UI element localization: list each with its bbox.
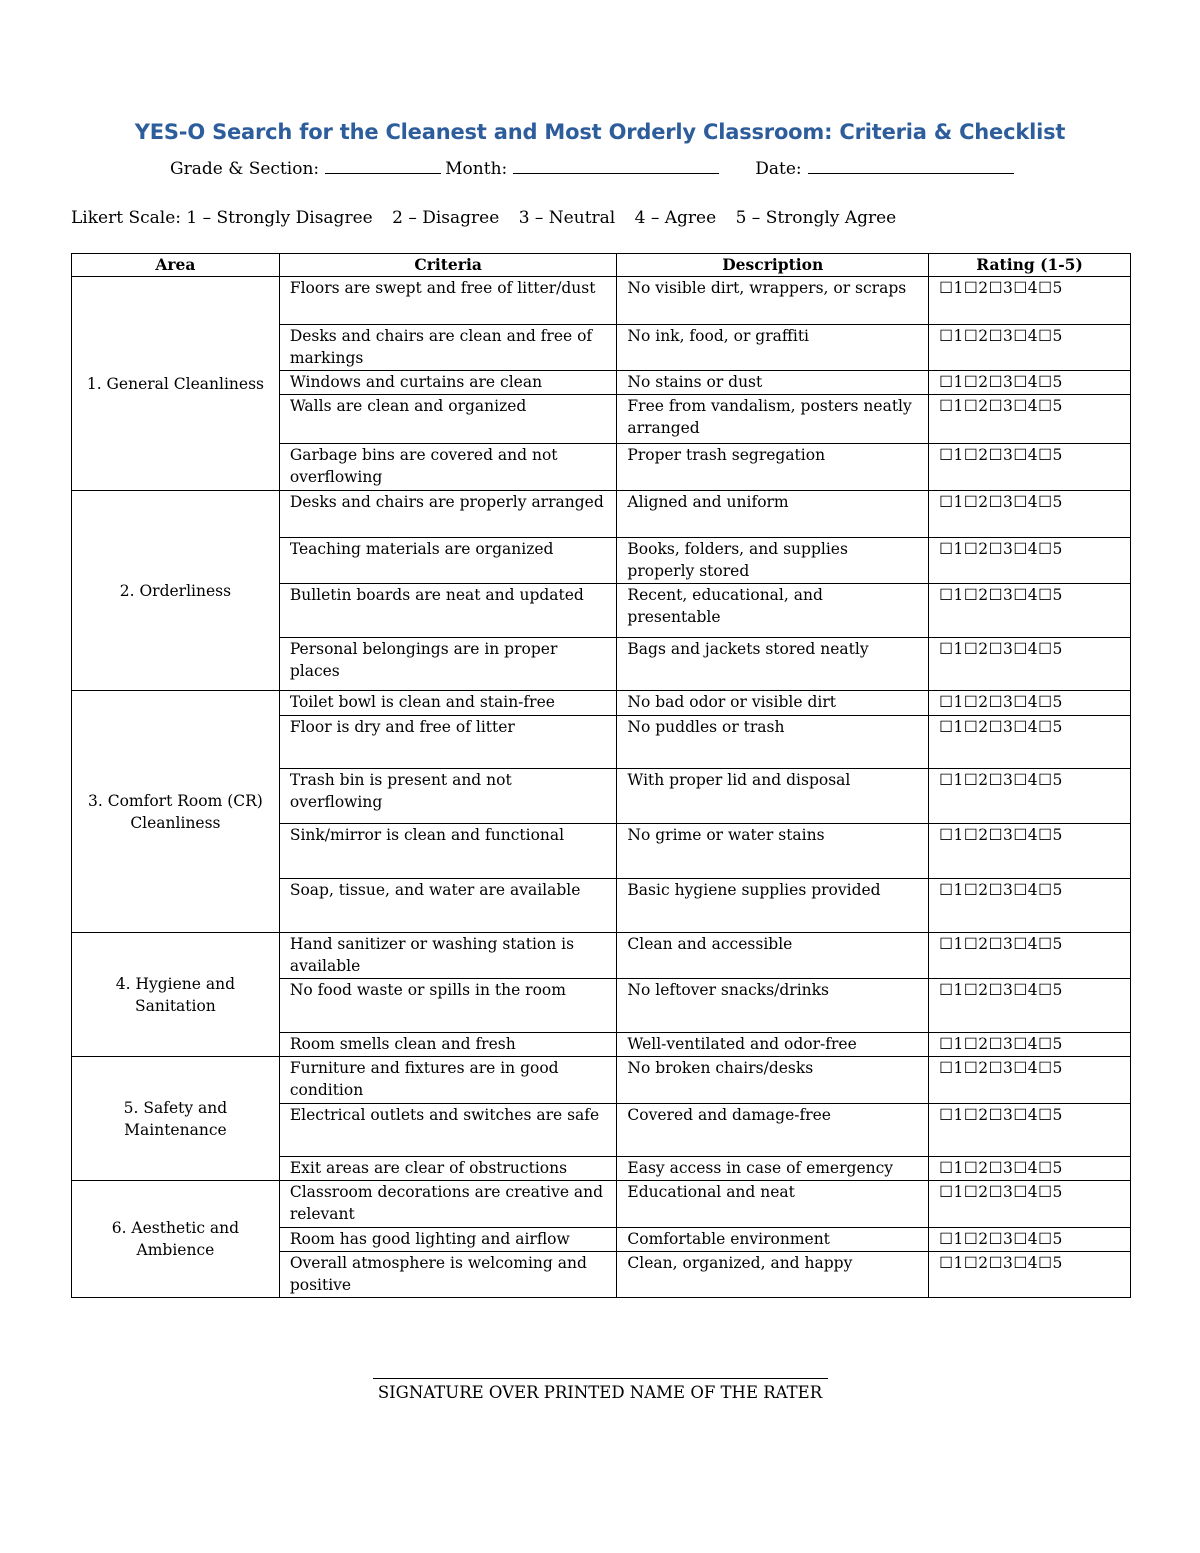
- description-cell: Bags and jackets stored neatly: [617, 638, 929, 691]
- criteria-cell: Desks and chairs are clean and free of markings: [279, 325, 617, 371]
- criteria-cell: Room has good lighting and airflow: [279, 1228, 617, 1252]
- signature-line[interactable]: [373, 1378, 828, 1379]
- rating-checkboxes[interactable]: ☐1☐2☐3☐4☐5: [929, 824, 1131, 879]
- description-cell: No bad odor or visible dirt: [617, 691, 929, 716]
- likert-label: Likert Scale:: [71, 208, 181, 228]
- criteria-cell: Classroom decorations are creative and relevant: [279, 1181, 617, 1228]
- rating-checkboxes[interactable]: ☐1☐2☐3☐4☐5: [929, 979, 1131, 1033]
- signature-caption: SIGNATURE OVER PRINTED NAME OF THE RATER: [377, 1383, 823, 1402]
- criteria-cell: Furniture and fixtures are in good condition: [279, 1057, 617, 1104]
- area-cell: 3. Comfort Room (CR) Cleanliness: [72, 691, 280, 933]
- rating-checkboxes[interactable]: ☐1☐2☐3☐4☐5: [929, 716, 1131, 769]
- criteria-cell: Bulletin boards are neat and updated: [279, 584, 617, 638]
- description-cell: No visible dirt, wrappers, or scraps: [617, 277, 929, 325]
- rating-checkboxes[interactable]: ☐1☐2☐3☐4☐5: [929, 1252, 1131, 1298]
- area-cell: 5. Safety and Maintenance: [72, 1057, 280, 1181]
- criteria-cell: Garbage bins are covered and not overflowing: [279, 444, 617, 491]
- month-label: Month:: [445, 159, 508, 179]
- table-row: [72, 491, 1131, 538]
- description-cell: Proper trash segregation: [617, 444, 929, 491]
- criteria-cell: Soap, tissue, and water are available: [279, 879, 617, 933]
- rating-checkboxes[interactable]: ☐1☐2☐3☐4☐5: [929, 325, 1131, 371]
- header-area: Area: [72, 254, 280, 277]
- description-cell: No puddles or trash: [617, 716, 929, 769]
- description-cell: Easy access in case of emergency: [617, 1157, 929, 1181]
- criteria-cell: Trash bin is present and not overflowing: [279, 769, 617, 824]
- header-fields: [170, 159, 1018, 179]
- description-cell: Recent, educational, and presentable: [617, 584, 929, 638]
- checklist-body: [72, 277, 1131, 1298]
- criteria-cell: Electrical outlets and switches are safe: [279, 1104, 617, 1157]
- criteria-cell: Walls are clean and organized: [279, 395, 617, 444]
- rating-checkboxes[interactable]: ☐1☐2☐3☐4☐5: [929, 1057, 1131, 1104]
- criteria-cell: Desks and chairs are properly arranged: [279, 491, 617, 538]
- rating-checkboxes[interactable]: ☐1☐2☐3☐4☐5: [929, 491, 1131, 538]
- description-cell: Well-ventilated and odor-free: [617, 1033, 929, 1057]
- description-cell: Aligned and uniform: [617, 491, 929, 538]
- grade-section-blank[interactable]: [325, 159, 441, 174]
- rating-checkboxes[interactable]: ☐1☐2☐3☐4☐5: [929, 1228, 1131, 1252]
- description-cell: No ink, food, or graffiti: [617, 325, 929, 371]
- rating-checkboxes[interactable]: ☐1☐2☐3☐4☐5: [929, 638, 1131, 691]
- rating-checkboxes[interactable]: ☐1☐2☐3☐4☐5: [929, 933, 1131, 979]
- date-blank[interactable]: [808, 159, 1014, 174]
- description-cell: No grime or water stains: [617, 824, 929, 879]
- header-criteria: Criteria: [279, 254, 617, 277]
- criteria-cell: No food waste or spills in the room: [279, 979, 617, 1033]
- criteria-cell: Exit areas are clear of obstructions: [279, 1157, 617, 1181]
- description-cell: No stains or dust: [617, 371, 929, 395]
- area-cell: 6. Aesthetic and Ambience: [72, 1181, 280, 1298]
- date-label: Date:: [755, 159, 802, 179]
- rating-checkboxes[interactable]: ☐1☐2☐3☐4☐5: [929, 584, 1131, 638]
- description-cell: No leftover snacks/drinks: [617, 979, 929, 1033]
- table-row: [72, 277, 1131, 325]
- header-description: Description: [617, 254, 929, 277]
- description-cell: Clean, organized, and happy: [617, 1252, 929, 1298]
- area-cell: 2. Orderliness: [72, 491, 280, 691]
- criteria-cell: Overall atmosphere is welcoming and positive: [279, 1252, 617, 1298]
- area-cell: 1. General Cleanliness: [72, 277, 280, 491]
- description-cell: Covered and damage-free: [617, 1104, 929, 1157]
- rating-checkboxes[interactable]: ☐1☐2☐3☐4☐5: [929, 395, 1131, 444]
- table-row: [72, 1057, 1131, 1104]
- rating-checkboxes[interactable]: ☐1☐2☐3☐4☐5: [929, 1181, 1131, 1228]
- criteria-cell: Windows and curtains are clean: [279, 371, 617, 395]
- rating-checkboxes[interactable]: ☐1☐2☐3☐4☐5: [929, 1157, 1131, 1181]
- criteria-cell: Teaching materials are organized: [279, 538, 617, 584]
- criteria-cell: Floors are swept and free of litter/dust: [279, 277, 617, 325]
- criteria-cell: Room smells clean and fresh: [279, 1033, 617, 1057]
- header-rating: Rating (1-5): [929, 254, 1131, 277]
- criteria-cell: Personal belongings are in proper places: [279, 638, 617, 691]
- table-row: [72, 691, 1131, 716]
- rating-checkboxes[interactable]: ☐1☐2☐3☐4☐5: [929, 538, 1131, 584]
- description-cell: Basic hygiene supplies provided: [617, 879, 929, 933]
- criteria-cell: Hand sanitizer or washing station is available: [279, 933, 617, 979]
- rating-checkboxes[interactable]: ☐1☐2☐3☐4☐5: [929, 691, 1131, 716]
- likert-item: 4 – Agree: [634, 208, 717, 228]
- criteria-cell: Floor is dry and free of litter: [279, 716, 617, 769]
- rating-checkboxes[interactable]: ☐1☐2☐3☐4☐5: [929, 1033, 1131, 1057]
- likert-item: 3 – Neutral: [518, 208, 616, 228]
- description-cell: No broken chairs/desks: [617, 1057, 929, 1104]
- rating-checkboxes[interactable]: ☐1☐2☐3☐4☐5: [929, 371, 1131, 395]
- description-cell: Comfortable environment: [617, 1228, 929, 1252]
- description-cell: Clean and accessible: [617, 933, 929, 979]
- description-cell: Educational and neat: [617, 1181, 929, 1228]
- criteria-cell: Toilet bowl is clean and stain-free: [279, 691, 617, 716]
- rating-checkboxes[interactable]: ☐1☐2☐3☐4☐5: [929, 277, 1131, 325]
- likert-item: 2 – Disagree: [392, 208, 500, 228]
- grade-section-label: Grade & Section:: [170, 159, 320, 179]
- table-header-row: [72, 254, 1131, 277]
- area-cell: 4. Hygiene and Sanitation: [72, 933, 280, 1057]
- likert-scale: [71, 208, 910, 228]
- document-title: YES-O Search for the Cleanest and Most Orderly Classroom: Criteria & Checklist: [134, 120, 1066, 144]
- checklist-table: [71, 253, 1131, 1298]
- table-row: [72, 933, 1131, 979]
- description-cell: Books, folders, and supplies properly stored: [617, 538, 929, 584]
- table-row: [72, 1181, 1131, 1228]
- criteria-cell: Sink/mirror is clean and functional: [279, 824, 617, 879]
- rating-checkboxes[interactable]: ☐1☐2☐3☐4☐5: [929, 879, 1131, 933]
- description-cell: With proper lid and disposal: [617, 769, 929, 824]
- rating-checkboxes[interactable]: ☐1☐2☐3☐4☐5: [929, 769, 1131, 824]
- likert-item: 5 – Strongly Agree: [735, 208, 897, 228]
- month-blank[interactable]: [513, 159, 719, 174]
- likert-item: 1 – Strongly Disagree: [186, 208, 373, 228]
- rating-checkboxes[interactable]: ☐1☐2☐3☐4☐5: [929, 444, 1131, 491]
- description-cell: Free from vandalism, posters neatly arranged: [617, 395, 929, 444]
- rating-checkboxes[interactable]: ☐1☐2☐3☐4☐5: [929, 1104, 1131, 1157]
